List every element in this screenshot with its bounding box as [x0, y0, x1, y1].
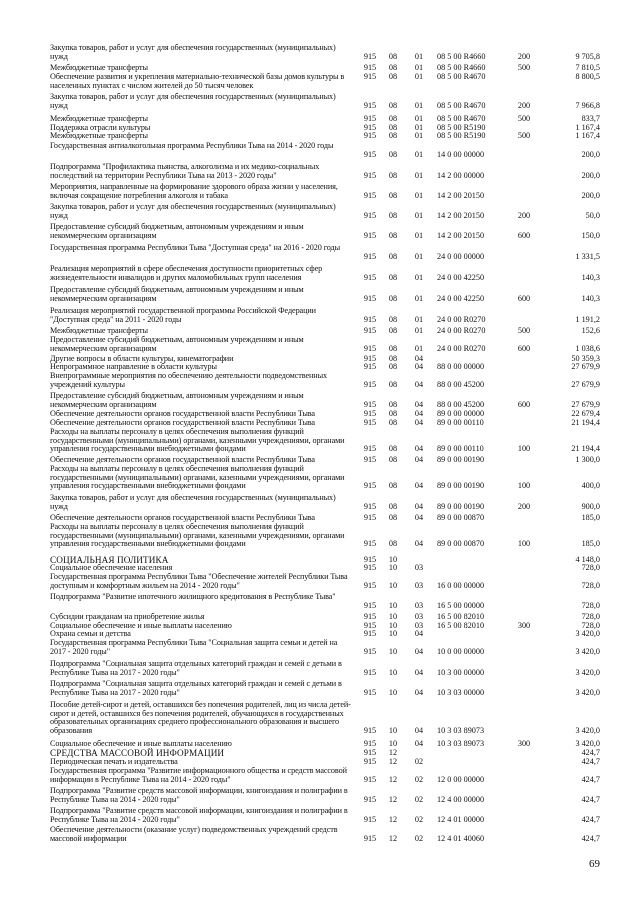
- row-ved: 915: [363, 455, 377, 464]
- row-ved: 915: [363, 314, 377, 324]
- row-vr: 100: [517, 539, 531, 549]
- row-ved: 915: [363, 725, 377, 735]
- row-name: Обеспечение деятельности (оказание услуг) подведомственных учреждений средств массовой информации: [50, 825, 338, 843]
- row-ved: 915: [363, 629, 377, 638]
- row-ved: 915: [363, 210, 377, 220]
- row-rz: 08: [388, 149, 398, 159]
- row-name: Государственная антиалкогольная программа Республики Тыва на 2014 - 2020 годы: [50, 141, 334, 150]
- row-sum: 140,3: [581, 272, 600, 282]
- row-csr: 89 0 00 00190: [437, 501, 485, 511]
- row-csr: 08 5 00 R4670: [437, 114, 486, 123]
- row-csr: 12 4 01 40060: [437, 833, 485, 843]
- row-pr: 01: [414, 170, 424, 180]
- row-csr: 89 0 00 00870: [437, 513, 485, 522]
- row-name: Подпрограмма "Профилактика пьянства, алкоголизма и их медико-социальных последствий на территории Республики Тыва на 2013 - 2020 годы": [50, 162, 320, 180]
- row-pr: 02: [414, 833, 424, 843]
- row-ved: 915: [363, 739, 377, 748]
- row-pr: 01: [414, 72, 424, 81]
- row-vr: 500: [517, 114, 531, 123]
- row-vr: 600: [517, 399, 531, 409]
- row-rz: 10: [388, 646, 398, 656]
- row-vr: 600: [517, 293, 531, 303]
- row-ved: 915: [363, 757, 377, 766]
- row-name: Предоставление субсидий бюджетным, автономным учреждениям и иным некоммерческим организациям: [50, 335, 304, 353]
- row-ved: 915: [363, 131, 377, 140]
- row-ved: 915: [363, 251, 377, 261]
- row-rz: 08: [388, 293, 398, 303]
- row-rz: 08: [388, 501, 398, 511]
- row-pr: 01: [414, 149, 424, 159]
- row-name: Закупка товаров, работ и услуг для обеспечения государственных (муниципальных) нужд: [50, 92, 336, 110]
- row-rz: 08: [388, 210, 398, 220]
- row-csr: 10 3 03 89073: [437, 739, 485, 748]
- row-rz: 08: [388, 455, 398, 464]
- row-ved: 915: [363, 563, 377, 572]
- row-ved: 915: [363, 555, 377, 564]
- row-rz: 10: [388, 687, 398, 697]
- row-sum: 9 705,8: [575, 51, 600, 61]
- row-ved: 915: [363, 814, 377, 824]
- row-csr: 10 0 00 00000: [437, 646, 485, 656]
- row-ved: 915: [363, 123, 377, 132]
- row-pr: 04: [414, 725, 424, 735]
- row-csr: 08 5 00 R4670: [437, 72, 486, 81]
- row-name: Субсидии гражданам на приобретение жилья: [50, 612, 205, 621]
- row-ved: 915: [363, 272, 377, 282]
- row-sum: 728,0: [581, 621, 600, 630]
- row-pr: 02: [414, 814, 424, 824]
- row-pr: 01: [414, 293, 424, 303]
- row-pr: 01: [414, 326, 424, 335]
- row-pr: 04: [414, 409, 424, 418]
- row-pr: 02: [414, 774, 424, 784]
- row-ved: 915: [363, 621, 377, 630]
- row-sum: 4 148,0: [575, 555, 600, 564]
- row-pr: 04: [414, 362, 424, 371]
- row-pr: 01: [414, 230, 424, 240]
- row-name: СОЦИАЛЬНАЯ ПОЛИТИКА: [50, 555, 169, 565]
- row-rz: 08: [388, 343, 398, 353]
- row-ved: 915: [363, 794, 377, 804]
- row-name: Реализация мероприятий в сфере обеспечения доступности приоритетных сфер жизнедеятельности инвалидов и других маломобильных групп населения: [50, 264, 323, 282]
- row-csr: 16 0 00 00000: [437, 580, 485, 590]
- row-name: Подпрограмма "Социальная защита отдельных категорий граждан и семей с детьми в Республике Тыва на 2017 - 2020 годы": [50, 659, 342, 677]
- row-csr: 89 0 00 00190: [437, 481, 485, 491]
- row-rz: 12: [388, 833, 398, 843]
- row-name: Другие вопросы в области культуры, кинематографии: [50, 354, 234, 363]
- row-name: Социальное обеспечение и иные выплаты населению: [50, 621, 232, 630]
- row-vr: 100: [517, 444, 531, 454]
- row-rz: 08: [388, 170, 398, 180]
- row-csr: 24 0 00 R0270: [437, 314, 486, 324]
- row-name: Подпрограмма "Развитие ипотечного жилищного кредитования в Республике Тыва": [50, 592, 336, 601]
- row-vr: 200: [517, 51, 531, 61]
- row-sum: 200,0: [581, 190, 600, 200]
- row-sum: 833,7: [581, 114, 600, 123]
- row-name: Обеспечение деятельности органов государственной власти Республики Тыва: [50, 513, 315, 522]
- row-sum: 3 420,0: [575, 687, 600, 697]
- row-vr: 200: [517, 501, 531, 511]
- row-rz: 12: [388, 748, 398, 757]
- row-vr: 300: [517, 621, 531, 630]
- row-ved: 915: [363, 190, 377, 200]
- row-name: Охрана семьи и детства: [50, 629, 131, 638]
- row-csr: 16 5 00 82010: [437, 621, 485, 630]
- row-rz: 12: [388, 814, 398, 824]
- row-ved: 915: [363, 600, 377, 610]
- row-sum: 728,0: [581, 612, 600, 621]
- row-rz: 10: [388, 580, 398, 590]
- row-rz: 12: [388, 794, 398, 804]
- row-sum: 900,0: [581, 501, 600, 511]
- row-rz: 08: [388, 379, 398, 389]
- row-sum: 400,0: [581, 481, 600, 491]
- row-ved: 915: [363, 230, 377, 240]
- row-sum: 200,0: [581, 170, 600, 180]
- row-pr: 01: [414, 63, 424, 72]
- row-csr: 89 0 00 00110: [437, 418, 484, 427]
- row-csr: 24 0 00 00000: [437, 251, 485, 261]
- row-rz: 10: [388, 725, 398, 735]
- row-pr: 01: [414, 190, 424, 200]
- row-rz: 08: [388, 251, 398, 261]
- row-csr: 14 0 00 00000: [437, 149, 485, 159]
- row-rz: 10: [388, 555, 398, 564]
- row-csr: 89 0 00 00000: [437, 409, 485, 418]
- row-name: Обеспечение развития и укрепления материально-технической базы домов культуры в населенных пунктах с числом жителей до 50 тысяч человек: [50, 72, 345, 90]
- row-csr: 24 0 00 42250: [437, 272, 485, 282]
- row-ved: 915: [363, 481, 377, 491]
- row-ved: 915: [363, 513, 377, 522]
- row-vr: 500: [517, 63, 531, 72]
- row-sum: 424,7: [581, 833, 600, 843]
- row-csr: 12 0 00 00000: [437, 774, 485, 784]
- row-csr: 12 4 00 00000: [437, 794, 485, 804]
- row-pr: 04: [414, 481, 424, 491]
- row-name: Подпрограмма "Социальная защита отдельных категорий граждан и семей с детьми в Республике Тыва на 2017 - 2020 годы": [50, 679, 342, 697]
- row-rz: 08: [388, 63, 398, 72]
- row-ved: 915: [363, 748, 377, 757]
- row-ved: 915: [363, 354, 377, 363]
- row-name: Закупка товаров, работ и услуг для обеспечения государственных (муниципальных) нужд: [50, 493, 336, 511]
- row-sum: 22 679,4: [571, 409, 600, 418]
- row-rz: 12: [388, 757, 398, 766]
- row-rz: 10: [388, 612, 398, 621]
- row-sum: 200,0: [581, 149, 600, 159]
- row-name: Государственная программа "Развитие информационного общества и средств массовой информации в Республике Тыва на 2014 - 2020 годы": [50, 766, 347, 784]
- row-csr: 10 3 03 00000: [437, 687, 485, 697]
- row-rz: 08: [388, 190, 398, 200]
- row-sum: 424,7: [581, 814, 600, 824]
- row-ved: 915: [363, 362, 377, 371]
- row-csr: 24 0 00 R0270: [437, 343, 486, 353]
- row-sum: 1 167,4: [575, 123, 600, 132]
- row-sum: 424,7: [581, 757, 600, 766]
- row-sum: 3 420,0: [575, 739, 600, 748]
- row-name: Расходы на выплаты персоналу в целях обеспечения выполнения функций государственными (муниципальными) органами, казенными учреждениями, органами управления государственными внебюджетными фондами: [50, 464, 345, 491]
- row-ved: 915: [363, 612, 377, 621]
- row-pr: 04: [414, 399, 424, 409]
- row-pr: 04: [414, 629, 424, 638]
- row-rz: 08: [388, 326, 398, 335]
- row-ved: 915: [363, 687, 377, 697]
- row-name: Межбюджетные трансферты: [50, 326, 148, 335]
- row-pr: 03: [414, 612, 424, 621]
- row-sum: 7 810,5: [575, 63, 600, 72]
- row-csr: 14 2 00 20150: [437, 210, 485, 220]
- row-ved: 915: [363, 774, 377, 784]
- row-csr: 88 0 00 45200: [437, 379, 485, 389]
- row-pr: 04: [414, 739, 424, 748]
- row-ved: 915: [363, 444, 377, 454]
- row-pr: 04: [414, 513, 424, 522]
- row-csr: 10 3 03 89073: [437, 725, 485, 735]
- row-name: Расходы на выплаты персоналу в целях обеспечения выполнения функций государственными (муниципальными) органами, казенными учреждениями, органами управления государственными внебюджетными фондами: [50, 522, 345, 549]
- row-name: Государственная программа Республики Тыва "Доступная среда" на 2016 - 2020 годы: [50, 243, 341, 252]
- row-csr: 89 0 00 00870: [437, 539, 485, 549]
- row-ved: 915: [363, 63, 377, 72]
- row-ved: 915: [363, 580, 377, 590]
- row-csr: 08 5 00 R5190: [437, 123, 486, 132]
- row-rz: 10: [388, 563, 398, 572]
- row-vr: 600: [517, 343, 531, 353]
- row-ved: 915: [363, 418, 377, 427]
- row-sum: 424,7: [581, 748, 600, 757]
- row-sum: 1 038,6: [575, 343, 600, 353]
- row-csr: 08 5 00 R5190: [437, 131, 486, 140]
- row-sum: 27 679,9: [571, 399, 600, 409]
- row-pr: 02: [414, 794, 424, 804]
- row-name: СРЕДСТВА МАССОВОЙ ИНФОРМАЦИИ: [50, 748, 225, 758]
- row-ved: 915: [363, 343, 377, 353]
- row-rz: 08: [388, 409, 398, 418]
- row-name: Межбюджетные трансферты: [50, 114, 148, 123]
- row-rz: 08: [388, 230, 398, 240]
- row-rz: 08: [388, 272, 398, 282]
- row-rz: 08: [388, 539, 398, 549]
- row-sum: 1 331,5: [575, 251, 600, 261]
- row-name: Обеспечение деятельности органов государственной власти Республики Тыва: [50, 455, 315, 464]
- row-rz: 08: [388, 114, 398, 123]
- row-pr: 01: [414, 131, 424, 140]
- row-name: Государственная программа Республики Тыва "Обеспечение жителей Республики Тыва доступным и комфортным жильем на 2014 - 2020 годы": [50, 572, 348, 590]
- row-ved: 915: [363, 100, 377, 110]
- row-sum: 7 966,8: [575, 100, 600, 110]
- row-rz: 12: [388, 774, 398, 784]
- row-rz: 08: [388, 100, 398, 110]
- row-csr: 08 5 00 R4670: [437, 100, 486, 110]
- row-name: Мероприятия, направленные на формирование здорового образа жизни у населения, включая сокращение потребления алкоголя и табака: [50, 182, 338, 200]
- row-rz: 08: [388, 354, 398, 363]
- row-ved: 915: [363, 170, 377, 180]
- row-rz: 10: [388, 629, 398, 638]
- row-sum: 140,3: [581, 293, 600, 303]
- row-vr: 100: [517, 481, 531, 491]
- row-sum: 50,0: [585, 210, 600, 220]
- row-name: Непрограммное направление в области культуры: [50, 362, 217, 371]
- row-ved: 915: [363, 539, 377, 549]
- row-rz: 10: [388, 739, 398, 748]
- row-name: Периодическая печать и издательства: [50, 757, 178, 766]
- row-ved: 915: [363, 646, 377, 656]
- row-ved: 915: [363, 399, 377, 409]
- row-rz: 08: [388, 399, 398, 409]
- row-rz: 08: [388, 362, 398, 371]
- row-csr: 16 5 00 00000: [437, 600, 485, 610]
- row-name: Подпрограмма "Развитие средств массовой информации, книгоиздания и полиграфии в Республике Тыва на 2014 - 2020 годы": [50, 806, 348, 824]
- row-csr: 08 5 00 R4660: [437, 63, 486, 72]
- row-name: Обеспечение деятельности органов государственной власти Республики Тыва: [50, 418, 315, 427]
- row-vr: 200: [517, 100, 531, 110]
- row-rz: 10: [388, 621, 398, 630]
- row-csr: 10 3 00 00000: [437, 667, 485, 677]
- row-pr: 01: [414, 272, 424, 282]
- row-ved: 915: [363, 326, 377, 335]
- row-sum: 728,0: [581, 580, 600, 590]
- row-pr: 04: [414, 539, 424, 549]
- row-sum: 1 191,2: [575, 314, 600, 324]
- row-ved: 915: [363, 293, 377, 303]
- row-name: Реализация мероприятий государственной программы Российской Федерации "Доступная среда" на 2011 - 2020 годы: [50, 306, 316, 324]
- row-pr: 01: [414, 343, 424, 353]
- row-pr: 02: [414, 757, 424, 766]
- row-csr: 14 2 00 20150: [437, 190, 485, 200]
- row-sum: 728,0: [581, 563, 600, 572]
- row-name: Обеспечение деятельности органов государственной власти Республики Тыва: [50, 409, 315, 418]
- row-ved: 915: [363, 72, 377, 81]
- row-rz: 08: [388, 51, 398, 61]
- row-pr: 01: [414, 314, 424, 324]
- row-rz: 08: [388, 123, 398, 132]
- row-sum: 27 679,9: [571, 362, 600, 371]
- row-sum: 3 420,0: [575, 646, 600, 656]
- row-vr: 500: [517, 326, 531, 335]
- row-name: Межбюджетные трансферты: [50, 131, 148, 140]
- row-csr: 88 0 00 45200: [437, 399, 485, 409]
- row-name: Социальное обеспечение населения: [50, 563, 173, 572]
- row-pr: 01: [414, 210, 424, 220]
- row-csr: 24 0 00 42250: [437, 293, 485, 303]
- row-sum: 424,7: [581, 774, 600, 784]
- row-ved: 915: [363, 149, 377, 159]
- row-pr: 01: [414, 51, 424, 61]
- row-sum: 185,0: [581, 513, 600, 522]
- row-sum: 50 359,3: [571, 354, 600, 363]
- row-sum: 27 679,9: [571, 379, 600, 389]
- row-ved: 915: [363, 409, 377, 418]
- row-pr: 01: [414, 114, 424, 123]
- row-vr: 600: [517, 230, 531, 240]
- row-name: Расходы на выплаты персоналу в целях обеспечения выполнения функций государственными (муниципальными) органами, казенными учреждениями, органами управления государственными внебюджетными фондами: [50, 427, 345, 454]
- row-pr: 03: [414, 621, 424, 630]
- row-csr: 12 4 01 00000: [437, 814, 485, 824]
- row-pr: 03: [414, 563, 424, 572]
- row-sum: 152,6: [581, 326, 600, 335]
- row-csr: 88 0 00 00000: [437, 362, 485, 371]
- row-pr: 01: [414, 123, 424, 132]
- row-sum: 8 800,5: [575, 72, 600, 81]
- row-sum: 728,0: [581, 600, 600, 610]
- row-ved: 915: [363, 51, 377, 61]
- row-pr: 04: [414, 379, 424, 389]
- row-sum: 150,0: [581, 230, 600, 240]
- row-rz: 08: [388, 72, 398, 81]
- row-pr: 03: [414, 580, 424, 590]
- row-rz: 08: [388, 444, 398, 454]
- row-csr: 16 5 00 82010: [437, 612, 485, 621]
- row-sum: 21 194,4: [571, 444, 600, 454]
- row-sum: 3 420,0: [575, 629, 600, 638]
- row-sum: 1 300,0: [575, 455, 600, 464]
- row-name: Закупка товаров, работ и услуг для обеспечения государственных (муниципальных) нужд: [50, 202, 336, 220]
- row-rz: 10: [388, 600, 398, 610]
- row-vr: 300: [517, 739, 531, 748]
- row-rz: 10: [388, 667, 398, 677]
- row-pr: 04: [414, 418, 424, 427]
- row-pr: 04: [414, 444, 424, 454]
- row-name: Предоставление субсидий бюджетным, автономным учреждениям и иным некоммерческим организациям: [50, 222, 304, 240]
- row-csr: 08 5 00 R4660: [437, 51, 486, 61]
- row-pr: 01: [414, 100, 424, 110]
- row-name: Закупка товаров, работ и услуг для обеспечения государственных (муниципальных) нужд: [50, 43, 336, 61]
- row-pr: 04: [414, 501, 424, 511]
- row-ved: 915: [363, 833, 377, 843]
- row-pr: 03: [414, 600, 424, 610]
- row-pr: 01: [414, 251, 424, 261]
- row-pr: 04: [414, 667, 424, 677]
- row-sum: 3 420,0: [575, 725, 600, 735]
- row-pr: 04: [414, 354, 424, 363]
- row-name: Внепрограммные мероприятия по обеспечению деятельности подведомственных учреждений культуры: [50, 371, 327, 389]
- row-sum: 185,0: [581, 539, 600, 549]
- row-ved: 915: [363, 114, 377, 123]
- row-sum: 1 167,4: [575, 131, 600, 140]
- row-pr: 04: [414, 646, 424, 656]
- row-name: Государственная программа Республики Тыва "Социальная защита семьи и детей на 2017 - 2020 годы": [50, 638, 338, 656]
- row-sum: 21 194,4: [571, 418, 600, 427]
- row-sum: 424,7: [581, 794, 600, 804]
- row-rz: 08: [388, 481, 398, 491]
- row-name: Социальное обеспечение и иные выплаты населению: [50, 739, 232, 748]
- row-name: Подпрограмма "Развитие средств массовой информации, книгоиздания и полиграфии в Республике Тыва на 2014 - 2020 годы": [50, 786, 348, 804]
- row-pr: 04: [414, 687, 424, 697]
- row-csr: 24 0 00 R0270: [437, 326, 486, 335]
- row-ved: 915: [363, 379, 377, 389]
- row-name: Предоставление субсидий бюджетным, автономным учреждениям и иным некоммерческим организациям: [50, 391, 304, 409]
- row-ved: 915: [363, 501, 377, 511]
- row-ved: 915: [363, 667, 377, 677]
- row-rz: 08: [388, 513, 398, 522]
- row-csr: 89 0 00 00190: [437, 455, 485, 464]
- row-vr: 500: [517, 131, 531, 140]
- row-sum: 3 420,0: [575, 667, 600, 677]
- row-vr: 200: [517, 210, 531, 220]
- row-csr: 14 2 00 20150: [437, 230, 485, 240]
- row-csr: 89 0 00 00110: [437, 444, 484, 454]
- page-number: 69: [589, 858, 600, 870]
- row-csr: 14 2 00 00000: [437, 170, 485, 180]
- row-name: Поддержка отрасли культуры: [50, 123, 151, 132]
- row-rz: 08: [388, 418, 398, 427]
- row-name: Предоставление субсидий бюджетным, автономным учреждениям и иным некоммерческим организациям: [50, 285, 304, 303]
- row-name: Межбюджетные трансферты: [50, 63, 148, 72]
- row-rz: 08: [388, 314, 398, 324]
- row-rz: 08: [388, 131, 398, 140]
- row-name: Пособие детей-сирот и детей, оставшихся без попечения родителей, лиц из числа детей-сирот и детей, оставшихся без попечения родителей, обучающихся в государственных образовательных организациях среднего профессионального образования и высшего образования: [50, 700, 351, 735]
- row-pr: 04: [414, 455, 424, 464]
